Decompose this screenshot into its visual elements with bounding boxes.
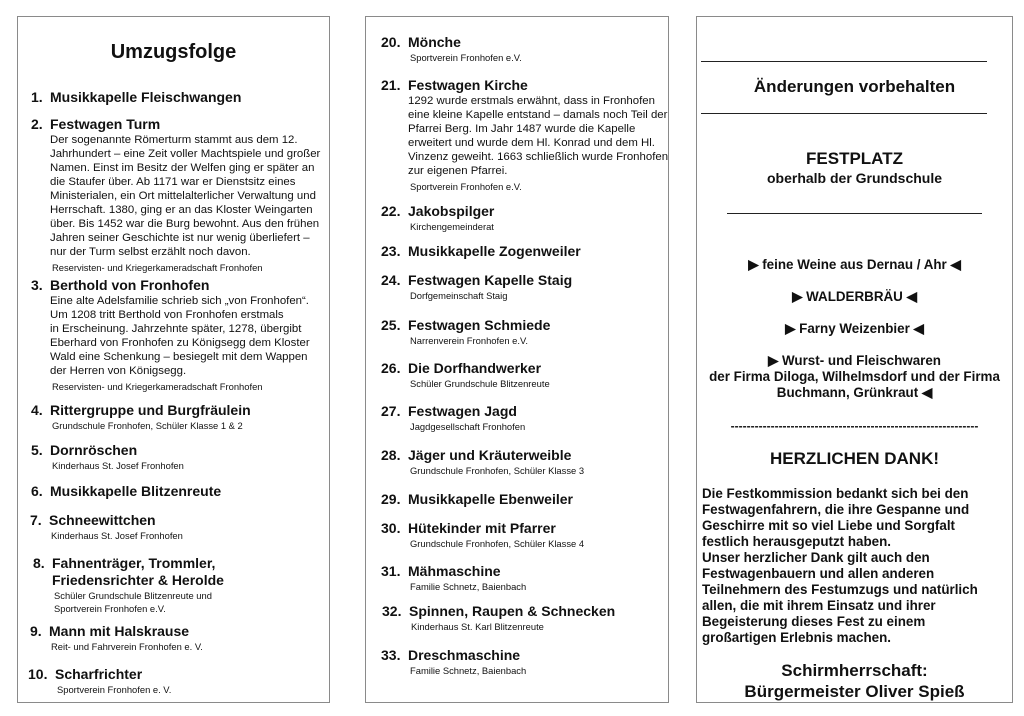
parade-item-description-line: Namen. Einst im Besitz der Welfen ging er später an	[50, 162, 315, 174]
arrow-right-icon: ▶	[767, 353, 783, 368]
parade-item-number: 1.	[31, 89, 43, 105]
parade-item	[381, 243, 581, 260]
parade-item	[381, 563, 526, 593]
offer-text: der Firma Diloga, Wilhelmsdorf und der Firma	[709, 369, 1000, 384]
parade-item-heading	[33, 555, 224, 572]
parade-item	[30, 512, 183, 542]
parade-item-name: Festwagen Jagd	[408, 403, 517, 419]
parade-item-heading	[31, 277, 310, 294]
parade-item-name: Musikkapelle Blitzenreute	[50, 483, 222, 499]
parade-item-description-line: Eine alte Adelsfamilie schrieb sich „von Fronhofen“.	[50, 295, 309, 307]
parade-item-name: Spinnen, Raupen & Schnecken	[409, 603, 616, 619]
thanks-line: Teilnehmern des Festumzugs und natürlich	[702, 582, 978, 597]
parade-item-description-line: erweitert und wurde dem Hl. Konrad und dem Hl.	[408, 137, 655, 149]
parade-item	[31, 483, 221, 500]
offer-item	[697, 289, 1012, 305]
parade-item-number: 10.	[28, 666, 48, 682]
parade-item	[381, 203, 494, 233]
parade-item-organizer: Reit- und Fahrverein Fronhofen e. V.	[51, 641, 203, 652]
parade-item-name: Hütekinder mit Pfarrer	[408, 520, 556, 536]
changes-notice: Änderungen vorbehalten	[753, 77, 956, 96]
parade-item	[31, 89, 241, 106]
parade-item-number: 22.	[381, 203, 401, 219]
parade-item-description-line: Vinzenz geweiht. 1663 schließlich wurde Fronhofen	[408, 151, 669, 163]
parade-item-name: Festwagen Schmiede	[408, 317, 551, 333]
parade-item-name: Mähmaschine	[408, 563, 501, 579]
parade-item-description-line: eine kleine Kapelle entstand – damals noch Teil der	[408, 109, 668, 121]
parade-item-organizer: Sportverein Fronhofen e.V.	[410, 181, 522, 192]
parade-item-name: Rittergruppe und Burgfräulein	[50, 402, 251, 418]
parade-item-number: 30.	[381, 520, 401, 536]
offer-text: Wurst- und Fleischwaren	[782, 353, 941, 368]
parade-item-organizer: Familie Schnetz, Baienbach	[410, 581, 527, 592]
parade-item	[381, 34, 522, 64]
thanks-line: großartigen Erlebnis machen.	[702, 630, 891, 645]
parade-item-description-line: Der sogenannte Römerturm stammt aus dem 12.	[50, 134, 298, 146]
parade-item-number: 7.	[30, 512, 42, 528]
parade-item-name: Mann mit Halskrause	[49, 623, 190, 639]
parade-item-name: Dreschmaschine	[408, 647, 521, 663]
thanks-line: Festwagenbauern und allen anderen	[702, 566, 935, 581]
thanks-line: allen, die mit ihrem Einsatz und ihrer	[702, 598, 936, 613]
parade-item-heading	[381, 491, 573, 508]
parade-item	[381, 317, 550, 347]
parade-item-description-line: der Herren von Königsegg.	[50, 365, 187, 377]
parade-item-description-line: Jahrhundert – eine Zeit voller Machtspiele und großer	[50, 148, 321, 160]
parade-item-name: Jäger und Kräuterweible	[408, 447, 572, 463]
panel-festival-info	[696, 16, 1013, 703]
parade-item	[31, 402, 251, 432]
parade-item-number: 9.	[30, 623, 42, 639]
parade-item-heading	[381, 317, 550, 334]
arrow-right-icon: ▶	[785, 321, 800, 336]
parade-item-name: Dornröschen	[50, 442, 138, 458]
parade-item-heading	[381, 77, 668, 94]
arrow-left-icon: ◀	[918, 385, 933, 400]
parade-item	[381, 403, 525, 433]
parade-item-heading	[381, 647, 526, 664]
parade-item-number: 20.	[381, 34, 401, 50]
parade-item	[381, 520, 584, 550]
parade-item-name: Scharfrichter	[55, 666, 143, 682]
offer-item	[697, 321, 1012, 337]
parade-item-description-line: Um 1208 tritt Berthold von Fronhofen erstmals	[50, 309, 284, 321]
parade-item-description-line: Ministerialen, ein Ort mittelalterlicher Verwaltung und	[50, 190, 316, 202]
parade-item-name: Festwagen Turm	[50, 116, 161, 132]
offer-item	[697, 257, 1012, 273]
parade-item-organizer: Schüler Grundschule Blitzenreute	[410, 378, 550, 389]
parade-item-number: 31.	[381, 563, 401, 579]
parade-item-organizer: Reservisten- und Kriegerkameradschaft Fronhofen	[52, 381, 263, 392]
parade-item-heading	[31, 89, 241, 106]
offer-text: feine Weine aus Dernau / Ahr	[762, 257, 947, 272]
arrow-left-icon: ◀	[909, 321, 924, 336]
parade-item-organizer: Grundschule Fronhofen, Schüler Klasse 1 & 2	[52, 420, 243, 431]
parade-item-name: Musikkapelle Fleischwangen	[50, 89, 242, 105]
arrow-right-icon: ▶	[748, 257, 763, 272]
thanks-line: Die Festkommission bedankt sich bei den	[702, 486, 969, 501]
parade-item-number: 26.	[381, 360, 401, 376]
parade-item-name: Jakobspilger	[408, 203, 495, 219]
parade-item	[381, 447, 584, 477]
parade-item-organizer: Familie Schnetz, Baienbach	[410, 665, 527, 676]
parade-item-organizer: Kirchengemeinderat	[410, 221, 494, 232]
parade-item-heading	[28, 666, 171, 683]
parade-item-organizer: Kinderhaus St. Karl Blitzenreute	[411, 621, 544, 632]
parade-item-organizer: Reservisten- und Kriegerkameradschaft Fronhofen	[52, 262, 263, 273]
parade-item	[381, 77, 668, 193]
offer-text: WALDERBRÄU	[806, 289, 903, 304]
parade-item-name-continued: Friedensrichter & Herolde	[52, 572, 224, 588]
parade-item-heading	[381, 243, 581, 260]
parade-item-description-line: die Staufer über. Ab 1171 war er Dienstsitz eines	[50, 176, 296, 188]
parade-item-heading	[381, 563, 526, 580]
thanks-line: Geschirre mit so viel Liebe und Sorgfalt	[702, 518, 955, 533]
offer-item	[697, 353, 1012, 401]
parade-item-organizer: Schüler Grundschule Blitzenreute und	[54, 590, 212, 601]
parade-item-heading	[381, 403, 525, 420]
parade-item	[30, 623, 203, 653]
parade-item-number: 8.	[33, 555, 45, 571]
divider	[701, 113, 987, 114]
parade-item-number: 32.	[382, 603, 402, 619]
parade-item-number: 6.	[31, 483, 43, 499]
parade-item-name: Festwagen Kapelle Staig	[408, 272, 573, 288]
parade-item-name: Schneewittchen	[49, 512, 156, 528]
parade-item-heading	[381, 520, 584, 537]
arrow-left-icon: ◀	[946, 257, 961, 272]
parade-item-description-line: über. Bis 1452 war die Burg bewohnt. Aus den frühen	[50, 218, 320, 230]
parade-item-description-line: zur eigenen Pfarrei.	[408, 165, 508, 177]
arrow-right-icon: ▶	[792, 289, 807, 304]
parade-item-description-line: in Erscheinung. Jahrzehnte später, 1278, übergibt	[50, 323, 302, 335]
parade-item-name: Musikkapelle Zogenweiler	[408, 243, 581, 259]
parade-item-name: Festwagen Kirche	[408, 77, 528, 93]
parade-item-heading	[31, 483, 221, 500]
parade-item-number: 4.	[31, 402, 43, 418]
page-title: Umzugsfolge	[110, 41, 237, 63]
parade-item-organizer: Sportverein Fronhofen e. V.	[57, 684, 172, 695]
parade-item	[31, 116, 320, 274]
dashed-divider: --------------------------------------------------------------	[730, 419, 979, 433]
parade-item-description-line: Jahren seiner Geschichte ist nur wenig überliefert –	[50, 232, 310, 244]
thanks-line: festlich herausgeputzt haben.	[702, 534, 891, 549]
parade-item-name: Fahnenträger, Trommler,	[52, 555, 216, 571]
parade-item	[31, 277, 310, 393]
patron-name: Bürgermeister Oliver Spieß	[744, 682, 965, 701]
parade-item-number: 29.	[381, 491, 401, 507]
parade-item-heading	[381, 34, 522, 51]
parade-item-heading	[31, 402, 251, 419]
parade-item-number: 28.	[381, 447, 401, 463]
parade-item-name: Musikkapelle Ebenweiler	[408, 491, 573, 507]
parade-item-organizer: Sportverein Fronhofen e.V.	[410, 52, 522, 63]
parade-item-heading	[31, 442, 184, 459]
festplatz-subtitle: oberhalb der Grundschule	[766, 170, 943, 186]
parade-item-heading	[30, 623, 203, 640]
parade-item-number: 5.	[31, 442, 43, 458]
parade-item-description-line: Herrschaft. 1380, ging er an das Kloster Weingarten	[50, 204, 313, 216]
divider	[727, 213, 982, 214]
thanks-title: HERZLICHEN DANK!	[769, 449, 940, 468]
parade-item-organizer: Grundschule Fronhofen, Schüler Klasse 3	[410, 465, 585, 476]
parade-item	[28, 666, 171, 696]
panel-parade-order-part1	[17, 16, 330, 703]
parade-item-name: Die Dorfhandwerker	[408, 360, 542, 376]
parade-item	[381, 360, 550, 390]
parade-item-number: 24.	[381, 272, 401, 288]
parade-item-number: 25.	[381, 317, 401, 333]
parade-item-heading	[381, 272, 572, 289]
arrow-left-icon: ◀	[902, 289, 917, 304]
parade-item-heading	[381, 447, 584, 464]
parade-item-organizer: Jagdgesellschaft Fronhofen	[410, 421, 526, 432]
parade-item-heading	[381, 203, 494, 220]
panel-parade-order-part2	[365, 16, 669, 703]
parade-item-description-line: Pfarrei Berg. Im Jahr 1487 wurde die Kapelle	[408, 123, 636, 135]
parade-item	[381, 491, 573, 508]
parade-item-name: Mönche	[408, 34, 461, 50]
divider	[701, 61, 987, 62]
parade-item-number: 23.	[381, 243, 401, 259]
parade-item-name: Berthold von Fronhofen	[50, 277, 210, 293]
parade-item	[382, 603, 615, 633]
parade-item-organizer: Kinderhaus St. Josef Fronhofen	[52, 460, 184, 471]
parade-item-organizer: Grundschule Fronhofen, Schüler Klasse 4	[410, 538, 585, 549]
festplatz-title: FESTPLATZ	[806, 149, 903, 168]
parade-item-number: 33.	[381, 647, 401, 663]
parade-item-organizer: Dorfgemeinschaft Staig	[410, 290, 508, 301]
parade-item-description-line: nur der Turm selbst erzählt noch davon.	[50, 246, 251, 258]
parade-item-number: 3.	[31, 277, 43, 293]
parade-item-heading	[382, 603, 615, 620]
parade-item-organizer: Kinderhaus St. Josef Fronhofen	[51, 530, 183, 541]
parade-item-number: 27.	[381, 403, 401, 419]
parade-item-organizer: Narrenverein Fronhofen e.V.	[410, 335, 528, 346]
thanks-line: Festwagenfahrern, die ihre Gespanne und	[702, 502, 970, 517]
parade-item	[31, 442, 184, 472]
offer-text: Farny Weizenbier	[799, 321, 910, 336]
parade-item-description-line: 1292 wurde erstmals erwähnt, dass in Fronhofen	[408, 95, 655, 107]
parade-item-description-line: Wald eine Schenkung – besiegelt mit dem Wappen	[50, 351, 308, 363]
parade-item	[381, 272, 572, 302]
thanks-line: Begeisterung dieses Fest zu einem	[702, 614, 926, 629]
thanks-text	[702, 486, 978, 646]
parade-item-number: 2.	[31, 116, 43, 132]
parade-item-number: 21.	[381, 77, 401, 93]
parade-item-heading	[30, 512, 183, 529]
parade-item	[381, 647, 526, 677]
parade-item-heading	[31, 116, 320, 133]
thanks-line: Unser herzlicher Dank gilt auch den	[702, 550, 930, 565]
parade-item-organizer: Sportverein Fronhofen e.V.	[54, 603, 166, 614]
offer-text: Buchmann, Grünkraut	[776, 385, 919, 400]
parade-item-description-line: Eberhard von Fronhofen zu Königsegg dem Kloster	[50, 337, 310, 349]
patron-title: Schirmherrschaft:	[781, 661, 928, 680]
parade-item-heading	[381, 360, 550, 377]
parade-item	[33, 555, 224, 615]
